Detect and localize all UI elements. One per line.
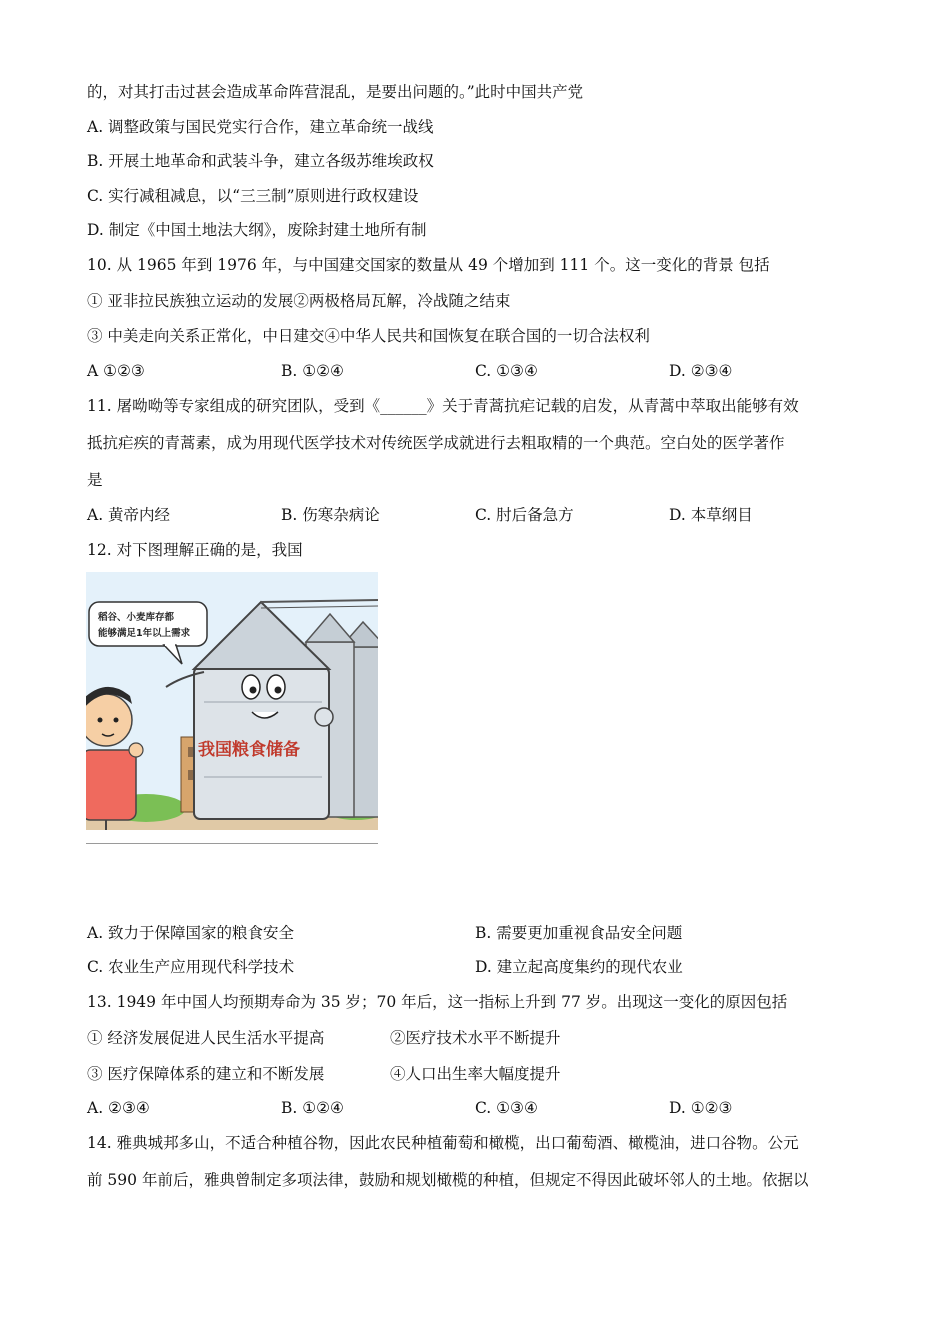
q12-option-c: C. 农业生产应用现代科学技术 — [87, 958, 295, 976]
q11-line-1: 11. 屠呦呦等专家组成的研究团队，受到《______》关于青蒿抗疟记载的启发，从青蒿中萃取出能够有效 — [87, 397, 799, 415]
q10-item-2: ③ 中美走向关系正常化，中日建交④中华人民共和国恢复在联合国的一切合法权利 — [87, 327, 650, 345]
q14-line-2: 前 590 年前后，雅典曾制定多项法律，鼓励和规划橄榄的种植，但规定不得因此破坏邻人的土地。依据以 — [87, 1171, 809, 1189]
q11-option-a: A. 黄帝内经 — [87, 506, 171, 524]
q9-option-d: D. 制定《中国土地法大纲》，废除封建土地所有制 — [87, 221, 427, 239]
q12-stem: 12. 对下图理解正确的是，我国 — [87, 541, 303, 559]
q11-line-3: 是 — [87, 471, 103, 489]
q11-option-d: D. 本草纲目 — [669, 506, 753, 524]
image-bottom-rule — [86, 843, 378, 844]
q12-option-d: D. 建立起高度集约的现代农业 — [475, 958, 683, 976]
speech-bubble-line-1: 稻谷、小麦库存都 — [98, 612, 175, 623]
speech-bubble-line-2: 能够满足1年以上需求 — [98, 628, 191, 639]
q13-item-1: ① 经济发展促进人民生活水平提高 — [87, 1029, 325, 1047]
q12-option-a: A. 致力于保障国家的粮食安全 — [87, 924, 295, 942]
q9-option-c: C. 实行减租减息，以“三三制”原则进行政权建设 — [87, 187, 419, 205]
q13-item-3: ③ 医疗保障体系的建立和不断发展 — [87, 1065, 325, 1083]
q12-option-b: B. 需要更加重视食品安全问题 — [475, 924, 683, 942]
q10-option-d: D. ②③④ — [669, 362, 733, 380]
q9-stem-tail: 的，对其打击过甚会造成革命阵营混乱，是要出问题的。”此时中国共产党 — [87, 83, 584, 101]
q13-option-d: D. ①②③ — [669, 1099, 733, 1117]
q13-item-4: ④人口出生率大幅度提升 — [390, 1065, 561, 1083]
q13-item-2: ②医疗技术水平不断提升 — [390, 1029, 561, 1047]
q10-item-1: ① 亚非拉民族独立运动的发展②两极格局瓦解，冷战随之结束 — [87, 292, 511, 310]
silo-banner-text: 我国粮食储备 — [198, 740, 300, 760]
q11-line-2: 抵抗疟疾的青蒿素，成为用现代医学技术对传统医学成就进行去粗取精的一个典范。空白处的医学著作 — [87, 434, 785, 452]
q10-option-b: B. ①②④ — [281, 362, 344, 380]
q10-stem: 10. 从 1965 年到 1976 年，与中国建交国家的数量从 49 个增加到 111 个。这一变化的背景 包括 — [87, 256, 770, 274]
q13-option-a: A. ②③④ — [87, 1099, 150, 1117]
q10-option-a: A ①②③ — [87, 362, 145, 380]
q10-option-c: C. ①③④ — [475, 362, 538, 380]
grain-reserve-cartoon — [86, 572, 378, 830]
q11-option-b: B. 伤寒杂病论 — [281, 506, 380, 524]
q13-option-c: C. ①③④ — [475, 1099, 538, 1117]
q13-stem: 13. 1949 年中国人均预期寿命为 35 岁；70 年后，这一指标上升到 77 岁。出现这一变化的原因包括 — [87, 993, 788, 1011]
q13-option-b: B. ①②④ — [281, 1099, 344, 1117]
q14-line-1: 14. 雅典城邦多山，不适合种植谷物，因此农民种植葡萄和橄榄，出口葡萄酒、橄榄油，进口谷物。公元 — [87, 1134, 799, 1152]
q11-option-c: C. 肘后备急方 — [475, 506, 574, 524]
q9-option-b: B. 开展土地革命和武装斗争，建立各级苏维埃政权 — [87, 152, 434, 170]
q9-option-a: A. 调整政策与国民党实行合作，建立革命统一战线 — [87, 118, 434, 136]
